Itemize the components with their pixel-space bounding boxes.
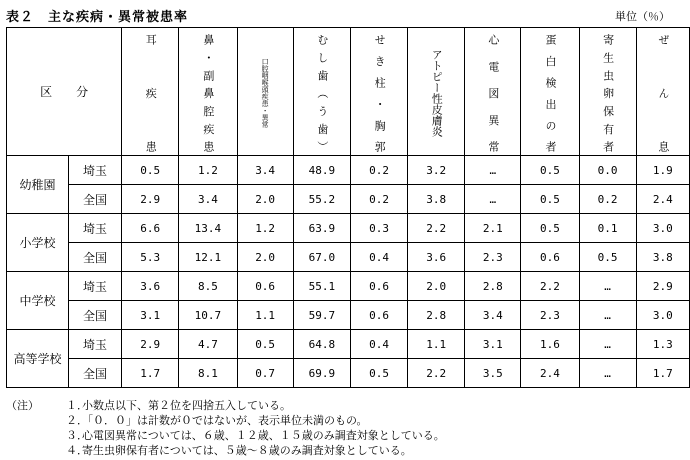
group-label: 幼稚園 <box>7 156 69 214</box>
table-cell: … <box>465 156 521 185</box>
note-item <box>6 398 445 413</box>
table-cell: 3.0 <box>636 301 689 330</box>
table-cell: 0.2 <box>351 185 408 214</box>
table-cell: 1.1 <box>237 301 293 330</box>
header-col <box>579 28 636 156</box>
table-cell: 1.1 <box>408 330 465 359</box>
table-row <box>7 185 690 214</box>
region-label: 全国 <box>68 185 121 214</box>
table-cell: 0.6 <box>521 243 579 272</box>
table-cell: 1.7 <box>636 359 689 388</box>
note-item <box>6 443 445 458</box>
table-cell: 2.3 <box>465 243 521 272</box>
disease-rate-table <box>6 27 690 388</box>
table-cell: 0.6 <box>351 272 408 301</box>
table-cell: 64.8 <box>293 330 350 359</box>
table-cell: 1.3 <box>636 330 689 359</box>
header-col-label: 鼻・副鼻腔疾患 <box>201 34 215 152</box>
region-label: 埼玉 <box>68 272 121 301</box>
note-text: 「０．０」は計数が０ではないが、表示単位未満のもの。 <box>82 414 368 427</box>
group-label: 中学校 <box>7 272 69 330</box>
table-cell: 0.6 <box>351 301 408 330</box>
table-cell: 2.1 <box>465 214 521 243</box>
header-col <box>237 28 293 156</box>
table-cell: 2.2 <box>521 272 579 301</box>
table-cell: … <box>579 330 636 359</box>
header-col-label: ぜん息 <box>656 34 670 152</box>
page-title: 表２ 主な疾病・異常被患率 <box>6 10 189 25</box>
table-row <box>7 359 690 388</box>
table-cell: 2.0 <box>237 185 293 214</box>
table-cell: 0.4 <box>351 330 408 359</box>
table-cell: 0.5 <box>122 156 179 185</box>
header-row <box>7 28 690 156</box>
table-cell: 0.2 <box>351 156 408 185</box>
table-cell: 3.0 <box>636 214 689 243</box>
table-cell: 0.1 <box>579 214 636 243</box>
table-cell: 69.9 <box>293 359 350 388</box>
header-col <box>351 28 408 156</box>
header-col-label: 寄生虫卵保有者 <box>601 34 615 152</box>
table-cell: 3.1 <box>465 330 521 359</box>
table-cell: 1.2 <box>179 156 237 185</box>
header-col <box>465 28 521 156</box>
region-label: 埼玉 <box>68 330 121 359</box>
table-cell: 6.6 <box>122 214 179 243</box>
table-cell: 2.8 <box>465 272 521 301</box>
table-row <box>7 272 690 301</box>
header-col-label: 耳疾患 <box>144 34 158 152</box>
table-cell: 2.0 <box>237 243 293 272</box>
table-cell: 3.6 <box>408 243 465 272</box>
table-cell: … <box>579 301 636 330</box>
table-cell: 1.7 <box>122 359 179 388</box>
table-cell: 3.5 <box>465 359 521 388</box>
table-cell: 2.9 <box>636 272 689 301</box>
table-cell: 8.5 <box>179 272 237 301</box>
table-cell: 0.5 <box>237 330 293 359</box>
note-text: 寄生虫卵保有者については、５歳～８歳のみ調査対象としている。 <box>82 444 412 457</box>
table-cell: 3.6 <box>122 272 179 301</box>
table-cell: 67.0 <box>293 243 350 272</box>
header-col <box>179 28 237 156</box>
group-label: 高等学校 <box>7 330 69 388</box>
table-cell: 1.9 <box>636 156 689 185</box>
table-cell: 3.8 <box>408 185 465 214</box>
region-label: 全国 <box>68 243 121 272</box>
header-col-label: 蛋白検出の者 <box>543 34 557 152</box>
table-cell: 2.2 <box>408 359 465 388</box>
table-cell: 2.2 <box>408 214 465 243</box>
note-item <box>6 428 445 443</box>
table-cell: 3.1 <box>122 301 179 330</box>
table-cell: 3.4 <box>465 301 521 330</box>
table-cell: 3.2 <box>408 156 465 185</box>
table-cell: 13.4 <box>179 214 237 243</box>
table-cell: 10.7 <box>179 301 237 330</box>
table-cell: 1.2 <box>237 214 293 243</box>
table-cell: 0.0 <box>579 156 636 185</box>
note-number: ２． <box>66 414 88 427</box>
region-label: 全国 <box>68 301 121 330</box>
table-cell: 1.6 <box>521 330 579 359</box>
table-cell: 0.5 <box>521 185 579 214</box>
table-cell: 59.7 <box>293 301 350 330</box>
region-label: 全国 <box>68 359 121 388</box>
region-label: 埼玉 <box>68 156 121 185</box>
table-cell: 2.4 <box>521 359 579 388</box>
table-cell: 3.8 <box>636 243 689 272</box>
table-cell: 0.5 <box>521 156 579 185</box>
header-col-label: 口腔咽喉頭疾患・異常 <box>261 58 270 128</box>
table-cell: 63.9 <box>293 214 350 243</box>
table-cell: 4.7 <box>179 330 237 359</box>
table-row <box>7 301 690 330</box>
table-cell: … <box>465 185 521 214</box>
table-cell: 5.3 <box>122 243 179 272</box>
table-cell: … <box>579 272 636 301</box>
table-cell: 2.3 <box>521 301 579 330</box>
note-item <box>6 413 445 428</box>
note-text: 小数点以下、第２位を四捨五入している。 <box>82 399 291 412</box>
table-cell: 2.8 <box>408 301 465 330</box>
table-cell: 0.5 <box>579 243 636 272</box>
table-cell: 2.9 <box>122 185 179 214</box>
table-cell: 2.4 <box>636 185 689 214</box>
table-cell: 0.5 <box>351 359 408 388</box>
group-label: 小学校 <box>7 214 69 272</box>
header-category: 区 分 <box>7 28 122 156</box>
header-col-label: アトピー性皮膚炎 <box>430 49 444 137</box>
table-cell: 12.1 <box>179 243 237 272</box>
header-col-label: むし歯（う歯） <box>315 34 329 152</box>
header-col <box>636 28 689 156</box>
table-cell: 0.4 <box>351 243 408 272</box>
table-cell: 3.4 <box>179 185 237 214</box>
table-cell: 2.9 <box>122 330 179 359</box>
header-col <box>122 28 179 156</box>
table-cell: … <box>579 359 636 388</box>
table-cell: 0.2 <box>579 185 636 214</box>
table-row <box>7 243 690 272</box>
table-cell: 3.4 <box>237 156 293 185</box>
table-cell: 0.6 <box>237 272 293 301</box>
table-cell: 55.1 <box>293 272 350 301</box>
notes <box>6 398 445 458</box>
header-col <box>293 28 350 156</box>
header-col <box>408 28 465 156</box>
table-cell: 48.9 <box>293 156 350 185</box>
table-cell: 55.2 <box>293 185 350 214</box>
header-col <box>521 28 579 156</box>
header-col-label: 心電図異常 <box>486 34 500 152</box>
note-number: ３． <box>66 429 88 442</box>
header-col-label: せき柱・胸郭 <box>373 34 387 152</box>
note-text: 心電図異常については、６歳、１２歳、１５歳のみ調査対象としている。 <box>82 429 445 442</box>
table-cell: 8.1 <box>179 359 237 388</box>
notes-label: （注） <box>6 399 39 412</box>
table-cell: 2.0 <box>408 272 465 301</box>
note-number: １． <box>66 399 88 412</box>
table-row <box>7 156 690 185</box>
unit-label: 単位（％） <box>615 10 670 23</box>
table-cell: 0.7 <box>237 359 293 388</box>
table-cell: 0.3 <box>351 214 408 243</box>
note-number: ４． <box>66 444 88 457</box>
table-row <box>7 214 690 243</box>
table-cell: 0.5 <box>521 214 579 243</box>
region-label: 埼玉 <box>68 214 121 243</box>
table-row <box>7 330 690 359</box>
